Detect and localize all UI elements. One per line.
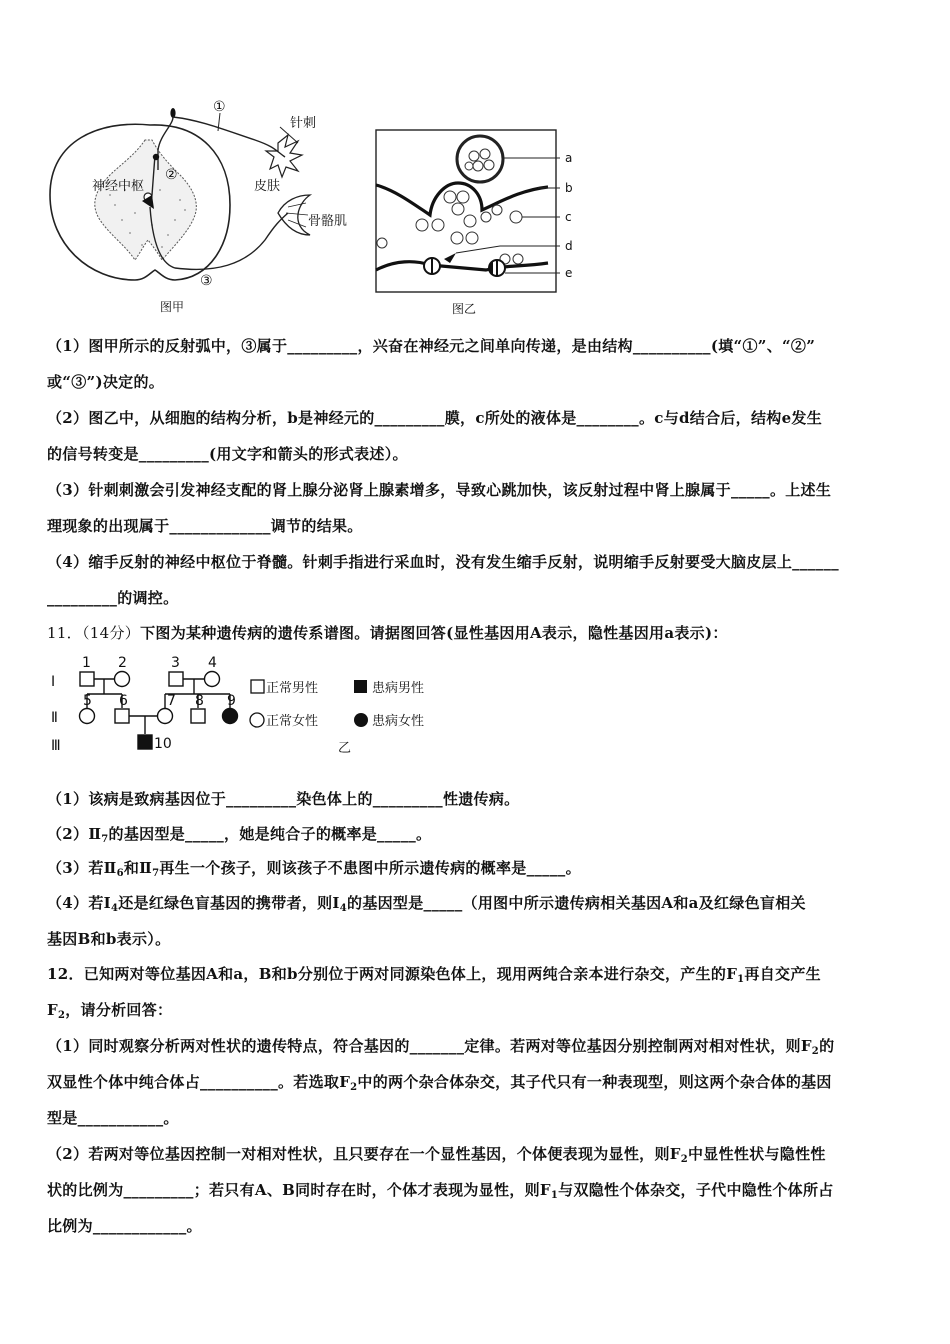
q10-line-7: （4）缩手反射的神经中枢位于脊髓。针刺手指进行采血时，没有发生缩手反射，说明缩手反射要受大脑皮层上______ <box>47 553 839 571</box>
q11-number: 11． <box>47 624 82 642</box>
svg-text:10: 10 <box>154 736 172 752</box>
individual-9 <box>223 709 238 724</box>
legend-affected-female: 患病女性 <box>372 714 425 729</box>
legend-normal-female-symbol <box>250 713 264 727</box>
legend-normal-female: 正常女性 <box>266 714 319 729</box>
pedigree-svg <box>45 650 465 762</box>
svg-text:Ⅲ: Ⅲ <box>51 738 61 754</box>
q11-s1: （1）该病是致病基因位于_________染色体上的_________性遗传病。 <box>47 790 520 808</box>
svg-text:Ⅰ: Ⅰ <box>51 674 56 690</box>
svg-text:6: 6 <box>119 693 128 709</box>
individual-7 <box>158 709 173 724</box>
q11-s3: （3）若$Ⅱ_6$和$Ⅱ_7$再生一个孩子，则该孩子不患图中所示遗传病的概率是_____。 <box>47 859 581 879</box>
individual-10 <box>138 735 152 749</box>
individual-2 <box>115 672 130 687</box>
svg-text:7: 7 <box>167 693 176 709</box>
legend-affected-male-symbol <box>354 680 367 693</box>
label-skin: 皮肤 <box>254 179 281 194</box>
postsynaptic-membrane <box>376 262 548 270</box>
q10-line-1: （1）图甲所示的反射弧中，③属于_________，兴奋在神经元之间单向传递，是由结构__________(填“①”、“②” <box>47 337 816 355</box>
legend-affected-female-symbol <box>354 713 368 727</box>
legend-affected-male: 患病男性 <box>372 681 425 696</box>
q11-s4-cont: 基因B和b表示）。 <box>47 930 171 948</box>
svg-text:3: 3 <box>171 655 180 671</box>
reflex-arc-diagram <box>40 95 360 330</box>
label-e: e <box>565 266 573 280</box>
q12-line-2: $F_2$，请分析回答： <box>47 1001 173 1021</box>
q12-line-5: 型是___________。 <box>47 1109 179 1127</box>
synapse-dot-upper <box>153 154 159 160</box>
svg-text:8: 8 <box>195 693 204 709</box>
vesicle-a <box>457 136 503 182</box>
label-d: d <box>565 239 573 253</box>
q11-s4: （4）若$I_4$还是红绿色盲基因的携带者，则$I_4$的基因型是_____（用图中所示遗传病相关基因A和a及红绿色盲相关 <box>47 894 806 914</box>
individual-5 <box>80 709 95 724</box>
q12-line-1: 12．已知两对等位基因A和a，B和b分别位于两对同源染色体上，现用两纯合亲本进行杂交，产生的$F_1$再自交产生 <box>47 965 821 985</box>
individual-1 <box>80 672 94 686</box>
q10-line-5: （3）针刺刺激会引发神经支配的肾上腺分泌肾上腺素增多，导致心跳加快，该反射过程中肾上腺属于_____。上述生 <box>47 481 832 499</box>
figure-jia-caption: 图甲 <box>160 300 185 314</box>
q12-line-7: 状的比例为_________；若只有A、B同时存在时，个体才表现为显性，则$F_1$与双隐性个体杂交，子代中隐性个体所占 <box>47 1181 834 1201</box>
label-needle: 针刺 <box>290 116 317 131</box>
q10-line-2: 或“③”)决定的。 <box>47 373 165 391</box>
svg-text:Ⅱ: Ⅱ <box>51 710 58 726</box>
svg-text:5: 5 <box>83 693 92 709</box>
q10-line-4: 的信号转变是_________(用文字和箭头的形式表述）。 <box>47 445 408 463</box>
q12-line-3: （1）同时观察分析两对性状的遗传特点，符合基因的_______定律。若两对等位基因分别控制两对相对性状，则$F_2$的 <box>47 1037 835 1057</box>
ganglion <box>170 108 175 118</box>
label-center: 神经中枢 <box>92 179 145 194</box>
label-2: ② <box>165 167 178 183</box>
q10-line-8: _________的调控。 <box>47 589 179 607</box>
figure-yi-caption: 图乙 <box>452 302 477 316</box>
individual-8 <box>191 709 205 723</box>
q10-line-3: （2）图乙中，从细胞的结构分析，b是神经元的_________膜，c所处的液体是________。c与d结合后，结构e发生 <box>47 409 823 427</box>
label-c: c <box>565 210 572 224</box>
q12-line-6: （2）若两对等位基因控制一对相对性状，且只要存在一个显性基因，个体便表现为显性，则$F_2$中显性性状与隐性性 <box>47 1145 826 1165</box>
q11-score: （14分） <box>82 624 141 642</box>
legend-normal-male: 正常男性 <box>266 681 319 696</box>
q12-line-8: 比例为____________。 <box>47 1217 202 1235</box>
legend-normal-male-symbol <box>251 680 264 693</box>
label-a: a <box>565 151 573 165</box>
individual-3 <box>169 672 183 686</box>
label-3: ③ <box>200 273 213 289</box>
figure-yi <box>370 125 600 330</box>
label-muscle: 骨骼肌 <box>308 214 348 229</box>
svg-text:1: 1 <box>82 655 91 671</box>
pedigree-caption: 乙 <box>338 741 352 756</box>
individual-4 <box>205 672 220 687</box>
svg-text:9: 9 <box>227 693 236 709</box>
individual-6 <box>115 709 129 723</box>
svg-text:2: 2 <box>118 655 127 671</box>
q12-line-4: 双显性个体中纯合体占__________。若选取$F_2$中的两个杂合体杂交，其子代只有一种表现型，则这两个杂合体的基因 <box>47 1073 832 1093</box>
q11-stem: 下图为某种遗传病的遗传系谱图。请据图回答(显性基因用A表示，隐性基因用a表示)： <box>140 624 728 642</box>
svg-text:4: 4 <box>208 655 217 671</box>
label-1: ① <box>213 99 226 115</box>
figure-jia <box>40 95 360 330</box>
q10-line-6: 理现象的出现属于_____________调节的结果。 <box>47 517 363 535</box>
synapse-diagram <box>370 125 600 330</box>
pedigree-chart <box>45 650 465 762</box>
q11-header <box>47 623 910 643</box>
individual-ids <box>82 655 236 752</box>
generation-labels <box>51 674 61 754</box>
q11-s2: $(2)Ⅱ_7$的基因型是_____，她是纯合子的概率是_____。 <box>47 825 432 845</box>
arrow-d <box>444 253 456 263</box>
label-b: b <box>565 181 573 195</box>
